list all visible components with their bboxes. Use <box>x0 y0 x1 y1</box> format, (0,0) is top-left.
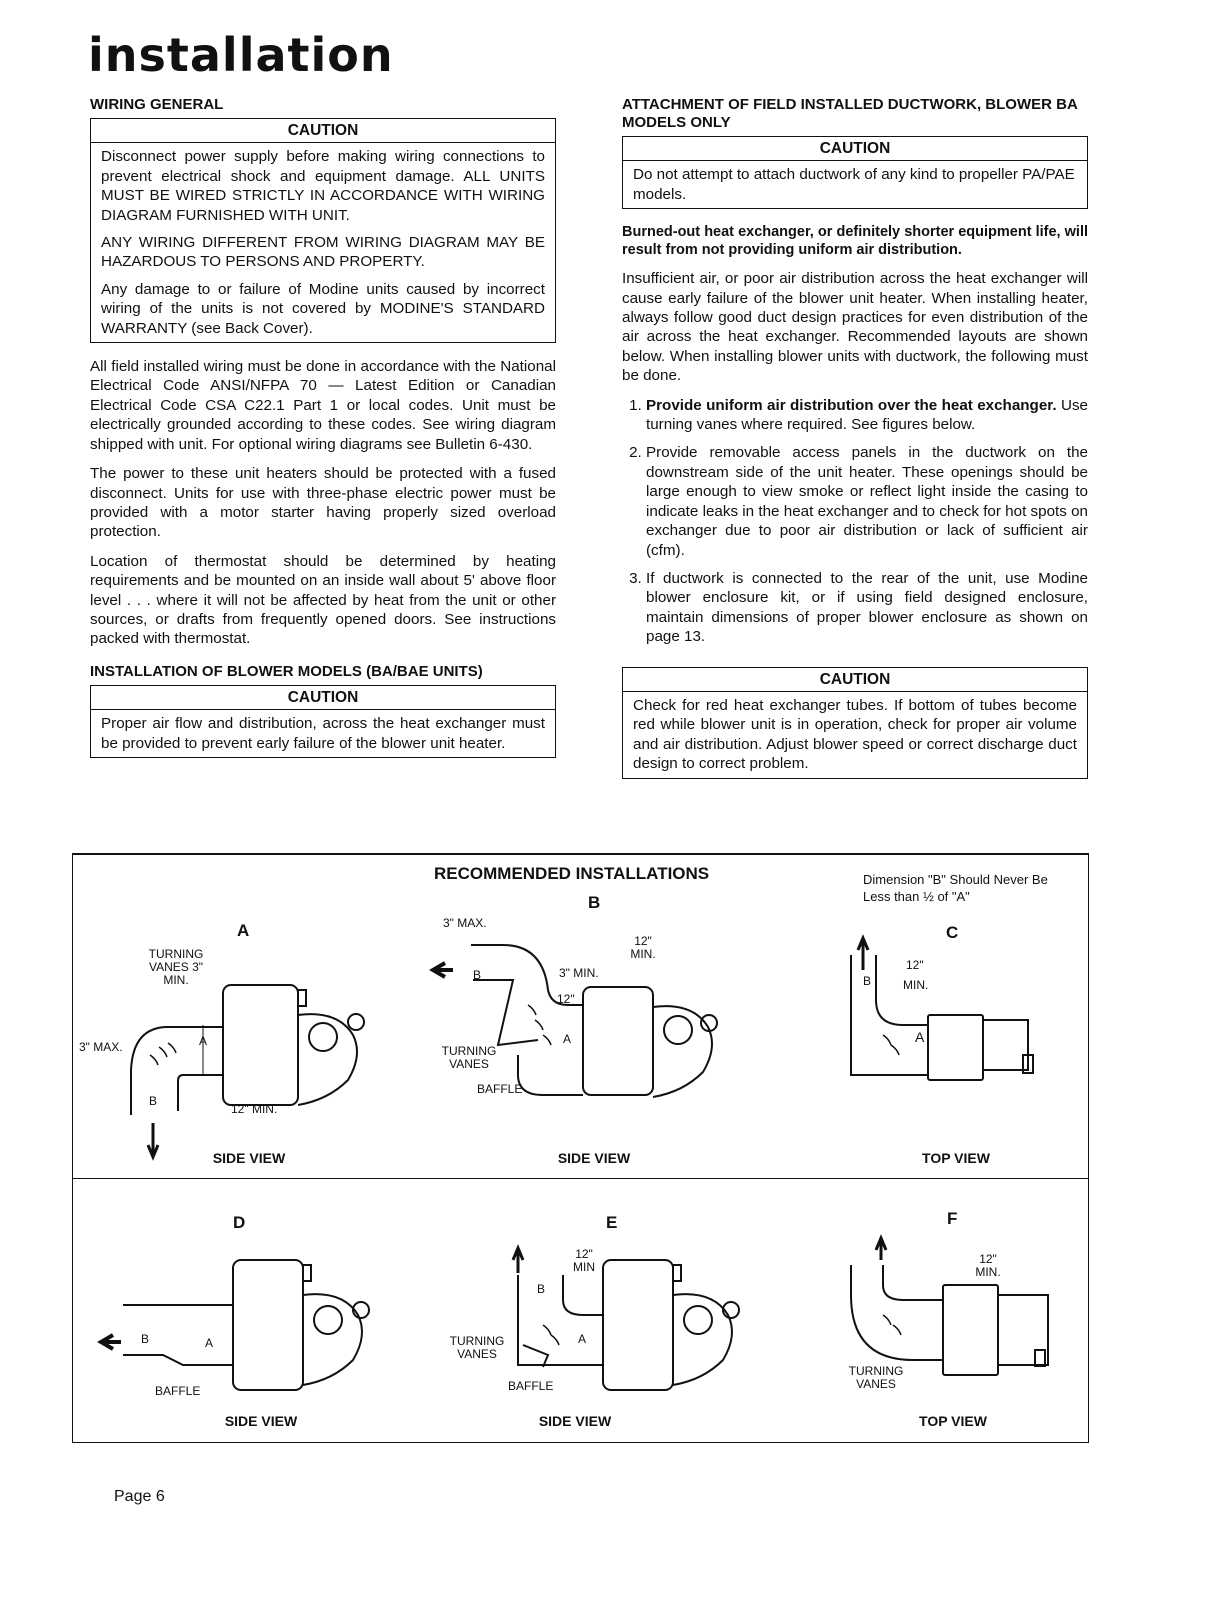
label: 12" <box>906 958 924 972</box>
caution-title: CAUTION <box>623 137 1087 161</box>
row-divider <box>73 1178 1088 1179</box>
panel-e-letter: E <box>606 1213 618 1232</box>
caution-text: ANY WIRING DIFFERENT FROM WIRING DIAGRAM MAY BE HAZARDOUS TO PERSONS AND PROPERTY. <box>101 234 545 271</box>
caution-text: Any damage to or failure of Modine units caused by incorrect wiring of the units is not covered by MODINE'S STANDARD WARRANTY (see Back Cover). <box>101 280 545 337</box>
steps-list <box>622 396 1088 647</box>
label: 3" MAX. <box>443 916 487 930</box>
label: 3" MIN. <box>559 966 599 980</box>
panel-a-letter: A <box>237 921 250 940</box>
step-text: Provide removable access panels in the ductwork on the downstream side of the unit heater. These openings should be large enough to view smoke or reflect light inside the casing to indicate leaks in the heat exchanger and to check for hot spots on exchanger due to poor air distribution or lack of sufficient air (cfm). <box>646 444 1088 559</box>
caution-title: CAUTION <box>91 686 555 710</box>
label: TURNING VANES 3" MIN. <box>148 947 204 987</box>
caution-title: CAUTION <box>623 668 1087 692</box>
label: 12" MIN <box>573 1247 595 1274</box>
label: 12" MIN. <box>231 1102 278 1116</box>
label: B <box>149 1094 158 1108</box>
paragraph: Insufficient air, or poor air distribution across the heat exchanger will cause early failure of the blower unit heater. When installing heater, always follow good duct design practices for even distribution of the air across the heat exchanger. Recommended layouts are shown below. When installing blower units with ductwork, the following must be done. <box>622 270 1088 385</box>
page-title: installation <box>88 28 394 82</box>
step-item <box>646 443 1088 559</box>
label: A <box>915 1029 925 1045</box>
caution-text: Proper air flow and distribution, across the heat exchanger must be provided to prevent early failure of the blower unit heater. <box>101 715 545 752</box>
panel-f-letter: F <box>947 1209 958 1228</box>
label: TURNING VANES <box>848 1364 904 1391</box>
step-item <box>646 569 1088 647</box>
ductwork-heading: ATTACHMENT OF FIELD INSTALLED DUCTWORK, BLOWER BA MODELS ONLY <box>622 96 1078 131</box>
label: TURNING VANES <box>441 1044 497 1071</box>
label: BAFFLE <box>508 1379 554 1393</box>
panel-d-letter: D <box>233 1213 246 1232</box>
label: BAFFLE <box>477 1082 523 1096</box>
panel-c-letter: C <box>946 923 959 942</box>
label: 12" MIN. <box>975 1252 1001 1279</box>
label: A <box>563 1032 572 1046</box>
label: 12" <box>557 992 575 1006</box>
step-bold: Provide uniform air distribution over the heat exchanger. <box>646 396 1057 414</box>
label: B <box>141 1332 150 1346</box>
paragraph: Location of thermostat should be determined by heating requirements and be mounted on an inside wall about 5' above floor level . . . where it will not be affected by heat from the unit or other sources, or drafts from frequently opened doors. See instructions packed with thermostat. <box>90 552 556 648</box>
red-tubes-caution-box <box>622 667 1088 779</box>
warning-text: Burned-out heat exchanger, or definitely shorter equipment life, will result from not providing uniform air distribution. <box>622 224 1088 259</box>
blower-install-heading: INSTALLATION OF BLOWER MODELS (BA/BAE UNITS) <box>90 662 483 680</box>
view-label: SIDE VIEW <box>538 1413 612 1429</box>
left-column <box>90 96 556 772</box>
diagram-e <box>513 1248 739 1390</box>
label: 3" MAX. <box>79 1040 123 1054</box>
diagram-f <box>851 1238 1048 1375</box>
label: MIN. <box>903 978 929 992</box>
label: A <box>578 1332 587 1346</box>
recommended-installations-figure <box>72 853 1089 1443</box>
label: B <box>473 968 482 982</box>
paragraph: The power to these unit heaters should be protected with a fused disconnect. Units for use with three-phase electric power must be provided with a motor starter having properly sized overload protection. <box>90 465 556 541</box>
label: 12" MIN. <box>630 934 656 961</box>
label: BAFFLE <box>155 1384 201 1398</box>
ductwork-caution-box <box>622 136 1088 209</box>
caution-text: Disconnect power supply before making wiring connections to prevent electrical shock and equipment damage. ALL UNITS MUST BE WIRED STRICTLY IN ACCORDANCE WITH WIRING DIAGRAM FURNISHED WITH UNIT. <box>101 148 545 224</box>
caution-text: Check for red heat exchanger tubes. If bottom of tubes become red while blower unit is in operation, check for proper air volume and air distribution. Adjust blower speed or correct discharge duct design to correct problem. <box>633 696 1077 773</box>
panel-b-letter: B <box>588 893 601 912</box>
view-label: TOP VIEW <box>919 1413 987 1429</box>
view-label: TOP VIEW <box>922 1150 990 1166</box>
step-text: If ductwork is connected to the rear of the unit, use Modine blower enclosure kit, or if using field designed enclosure, maintain dimensions of proper blower enclosure as shown on page 13. <box>646 569 1088 646</box>
blower-caution-box <box>90 685 556 758</box>
right-column <box>622 96 1088 793</box>
paragraph: All field installed wiring must be done in accordance with the National Electrical Code ANSI/NFPA 70 — Latest Edition or Canadian Electrical Code CSA C22.1 Part 1 or local codes. Unit must be electrically grounded according to these codes. See wiring diagram shipped with unit. For optional wiring diagrams see Bulletin 6-430. <box>90 358 556 453</box>
step-text: Use turning vanes where required. See figures below. <box>646 396 1088 434</box>
page-number: Page 6 <box>114 1488 165 1505</box>
diagram-c <box>851 938 1033 1080</box>
label: A <box>199 1034 208 1048</box>
view-label: SIDE VIEW <box>557 1150 631 1166</box>
view-label: SIDE VIEW <box>212 1150 286 1166</box>
label: B <box>863 974 872 988</box>
caution-text: Do not attempt to attach ductwork of any kind to propeller PA/PAE models. <box>633 166 1075 203</box>
caution-title: CAUTION <box>91 119 555 143</box>
wiring-general-heading: WIRING GENERAL <box>90 96 224 113</box>
figure-heading: RECOMMENDED INSTALLATIONS <box>434 864 710 883</box>
label: A <box>205 1336 214 1350</box>
wiring-caution-box <box>90 118 556 343</box>
label: TURNING VANES <box>449 1334 505 1361</box>
view-label: SIDE VIEW <box>224 1413 298 1429</box>
diagram-a <box>131 985 364 1157</box>
installation-diagrams <box>73 855 1088 1442</box>
label: B <box>537 1282 546 1296</box>
step-item <box>646 396 1088 435</box>
diagram-d <box>101 1260 369 1390</box>
dimension-note: Dimension "B" Should Never Be Less than ½ of "A" <box>863 872 1048 904</box>
